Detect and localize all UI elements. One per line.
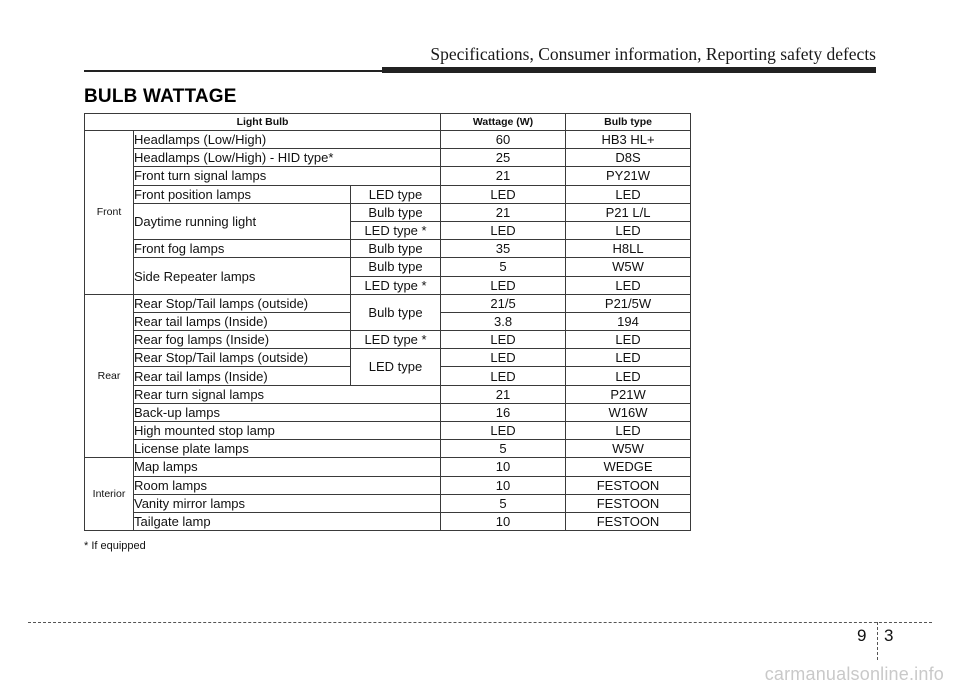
type-variant-cell: LED type * bbox=[351, 331, 441, 349]
bulb-type-cell: H8LL bbox=[566, 240, 691, 258]
table-row bbox=[85, 149, 691, 167]
type-variant-cell: LED type * bbox=[351, 276, 441, 294]
table-row bbox=[85, 349, 691, 367]
wattage-cell: 21 bbox=[441, 203, 566, 221]
table-row bbox=[85, 203, 691, 221]
table-row bbox=[85, 422, 691, 440]
row-label: Rear tail lamps (Inside) bbox=[134, 312, 351, 330]
wattage-cell: LED bbox=[441, 185, 566, 203]
page-number-divider bbox=[877, 622, 878, 660]
wattage-cell: LED bbox=[441, 221, 566, 239]
header-rule-thick bbox=[382, 67, 876, 73]
bulb-type-cell: P21/5W bbox=[566, 294, 691, 312]
bulb-type-cell: 194 bbox=[566, 312, 691, 330]
running-title: Specifications, Consumer information, Reporting safety defects bbox=[430, 44, 876, 64]
type-variant-cell: Bulb type bbox=[351, 240, 441, 258]
bulb-type-cell: LED bbox=[566, 349, 691, 367]
row-label: License plate lamps bbox=[134, 440, 441, 458]
row-label: Front turn signal lamps bbox=[134, 167, 441, 185]
table-row bbox=[85, 458, 691, 476]
col-header-wattage: Wattage (W) bbox=[441, 114, 566, 131]
bulb-type-cell: LED bbox=[566, 221, 691, 239]
row-label: Rear tail lamps (Inside) bbox=[134, 367, 351, 385]
wattage-cell: LED bbox=[441, 331, 566, 349]
row-label: Rear Stop/Tail lamps (outside) bbox=[134, 349, 351, 367]
wattage-cell: 10 bbox=[441, 476, 566, 494]
group-front: Front bbox=[85, 131, 134, 295]
row-label: Headlamps (Low/High) bbox=[134, 131, 441, 149]
section-title: BULB WATTAGE bbox=[84, 86, 237, 107]
footer-divider bbox=[28, 622, 932, 623]
bulb-type-cell: W16W bbox=[566, 403, 691, 421]
wattage-cell: 16 bbox=[441, 403, 566, 421]
row-label: High mounted stop lamp bbox=[134, 422, 441, 440]
table-row bbox=[85, 476, 691, 494]
row-label: Rear turn signal lamps bbox=[134, 385, 441, 403]
wattage-cell: 3.8 bbox=[441, 312, 566, 330]
row-label: Map lamps bbox=[134, 458, 441, 476]
row-label: Side Repeater lamps bbox=[134, 258, 351, 294]
wattage-cell: 10 bbox=[441, 458, 566, 476]
wattage-cell: 60 bbox=[441, 131, 566, 149]
row-label: Room lamps bbox=[134, 476, 441, 494]
table-row bbox=[85, 512, 691, 530]
wattage-cell: LED bbox=[441, 349, 566, 367]
wattage-cell: 21 bbox=[441, 385, 566, 403]
wattage-cell: 25 bbox=[441, 149, 566, 167]
table-row bbox=[85, 258, 691, 276]
table-row bbox=[85, 131, 691, 149]
table-row bbox=[85, 167, 691, 185]
wattage-cell: 5 bbox=[441, 494, 566, 512]
bulb-type-cell: WEDGE bbox=[566, 458, 691, 476]
type-variant-cell: Bulb type bbox=[351, 294, 441, 330]
bulb-type-cell: LED bbox=[566, 331, 691, 349]
bulb-type-cell: P21 L/L bbox=[566, 203, 691, 221]
header-rule-thin bbox=[84, 70, 394, 72]
row-label: Vanity mirror lamps bbox=[134, 494, 441, 512]
bulb-type-cell: FESTOON bbox=[566, 512, 691, 530]
bulb-type-cell: FESTOON bbox=[566, 476, 691, 494]
col-header-bulb-type: Bulb type bbox=[566, 114, 691, 131]
row-label: Tailgate lamp bbox=[134, 512, 441, 530]
table-header-row bbox=[85, 114, 691, 131]
wattage-cell: 35 bbox=[441, 240, 566, 258]
wattage-cell: LED bbox=[441, 367, 566, 385]
wattage-cell: 5 bbox=[441, 258, 566, 276]
bulb-type-cell: P21W bbox=[566, 385, 691, 403]
type-variant-cell: Bulb type bbox=[351, 203, 441, 221]
type-variant-cell: LED type * bbox=[351, 221, 441, 239]
table-row bbox=[85, 331, 691, 349]
bulb-type-cell: FESTOON bbox=[566, 494, 691, 512]
group-interior: Interior bbox=[85, 458, 134, 531]
bulb-type-cell: W5W bbox=[566, 258, 691, 276]
bulb-type-cell: W5W bbox=[566, 440, 691, 458]
row-label: Front fog lamps bbox=[134, 240, 351, 258]
bulb-type-cell: LED bbox=[566, 422, 691, 440]
wattage-cell: 21 bbox=[441, 167, 566, 185]
type-variant-cell: Bulb type bbox=[351, 258, 441, 276]
row-label: Back-up lamps bbox=[134, 403, 441, 421]
wattage-cell: 10 bbox=[441, 512, 566, 530]
group-rear: Rear bbox=[85, 294, 134, 458]
wattage-cell: LED bbox=[441, 276, 566, 294]
type-variant-cell: LED type bbox=[351, 185, 441, 203]
row-label: Headlamps (Low/High) - HID type* bbox=[134, 149, 441, 167]
bulb-type-cell: PY21W bbox=[566, 167, 691, 185]
bulb-type-cell: LED bbox=[566, 367, 691, 385]
table-row bbox=[85, 385, 691, 403]
wattage-cell: 21/5 bbox=[441, 294, 566, 312]
table-row bbox=[85, 403, 691, 421]
footnote: * If equipped bbox=[84, 540, 146, 552]
chapter-number: 9 bbox=[857, 626, 867, 645]
table-row bbox=[85, 294, 691, 312]
wattage-cell: 5 bbox=[441, 440, 566, 458]
bulb-type-cell: LED bbox=[566, 276, 691, 294]
row-label: Rear fog lamps (Inside) bbox=[134, 331, 351, 349]
col-header-light-bulb: Light Bulb bbox=[85, 114, 441, 131]
bulb-type-cell: LED bbox=[566, 185, 691, 203]
row-label: Daytime running light bbox=[134, 203, 351, 239]
row-label: Front position lamps bbox=[134, 185, 351, 203]
table-row bbox=[85, 240, 691, 258]
watermark: carmanualsonline.info bbox=[764, 664, 944, 684]
table-row bbox=[85, 494, 691, 512]
bulb-type-cell: D8S bbox=[566, 149, 691, 167]
table-row bbox=[85, 185, 691, 203]
wattage-cell: LED bbox=[441, 422, 566, 440]
bulb-type-cell: HB3 HL+ bbox=[566, 131, 691, 149]
page-number: 3 bbox=[884, 626, 894, 645]
table-row bbox=[85, 440, 691, 458]
type-variant-cell: LED type bbox=[351, 349, 441, 385]
bulb-wattage-table bbox=[84, 113, 691, 531]
row-label: Rear Stop/Tail lamps (outside) bbox=[134, 294, 351, 312]
